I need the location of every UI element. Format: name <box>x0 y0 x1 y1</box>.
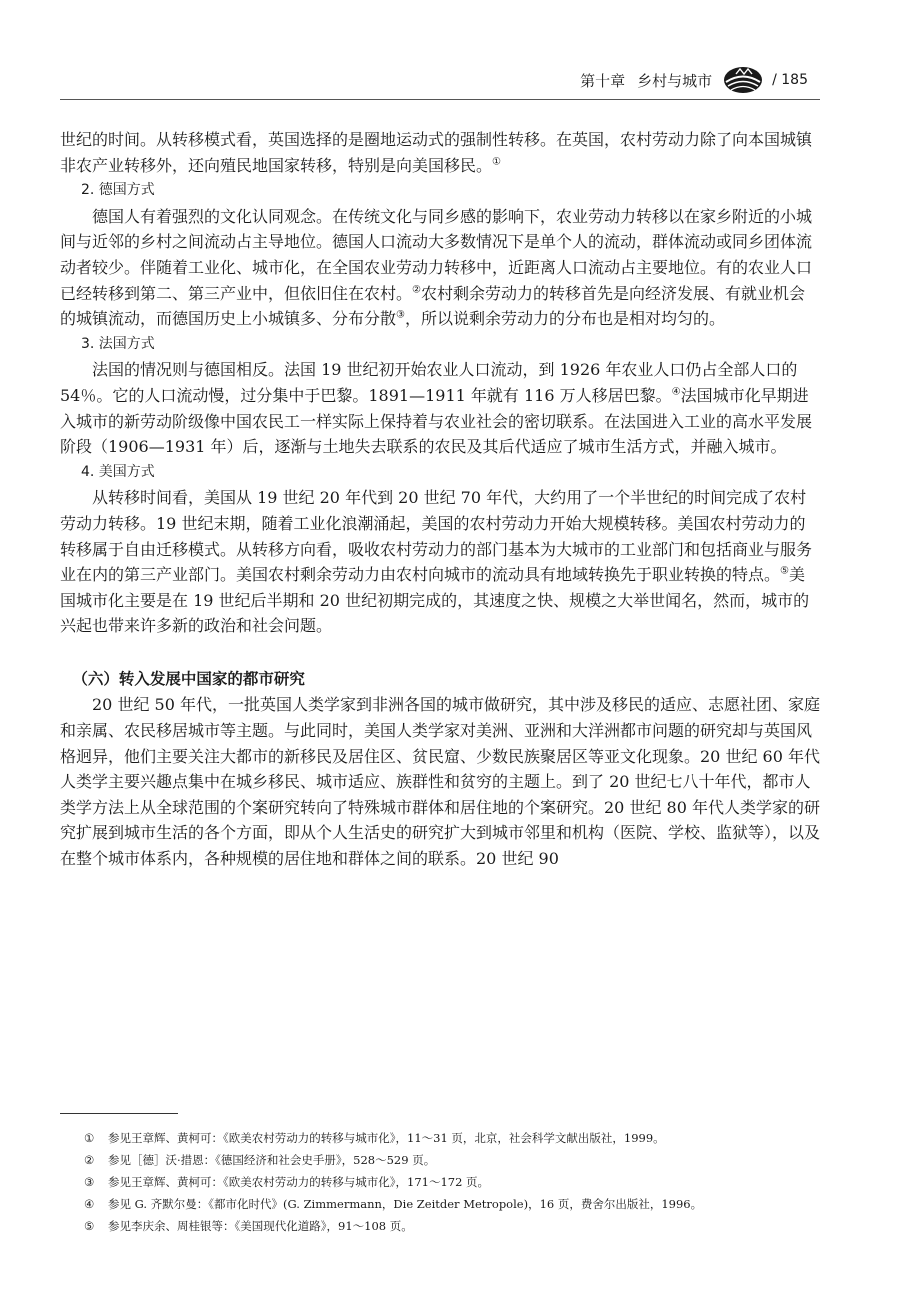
footnote-ref[interactable]: ① <box>492 156 501 168</box>
footnote <box>84 1127 820 1149</box>
footnote <box>84 1193 820 1215</box>
paragraph: 20 世纪 50 年代，一批英国人类学家到非洲各国的城市做研究，其中涉及移民的适应、志愿社团、家庭和亲属、农民移居城市等主题。与此同时，美国人类学家对美洲、亚洲和大洋洲都市问题的研究却与英国风格迥异，他们主要关注大都市的新移民及居住区、贫民窟、少数民族聚居区等亚文化现象。20 世纪 60 年代人类学主要兴趣点集中在城乡移民、城市适应、族群性和贫穷的主题上。到了 20 世纪七八十年代，都市人类学方法上从全球范围的个案研究转向了特殊城市群体和居住地的个案研究。20 世纪 80 年代人类学家的研究扩展到城市生活的各个方面，即从个人生活史的研究扩大到城市邻里和机构（医院、学校、监狱等），以及在整个城市体系内，各种规模的居住地和群体之间的联系。20 世纪 90 <box>60 695 821 869</box>
body-text <box>60 127 820 872</box>
footnote-mark: ① <box>84 1131 95 1145</box>
chapter-number: 第十章 <box>580 71 626 90</box>
section-heading: （六）转入发展中国家的都市研究 <box>72 669 305 688</box>
paragraph: 从转移时间看，美国从 19 世纪 20 年代到 20 世纪 70 年代，大约用了一个半世纪的时间完成了农村劳动力转移。19 世纪末期，随着工业化浪潮涌起，美国的农村劳动力开始大规模转移。美国农村劳动力的转移属于自由迁移模式。从转移方向看，吸收农村劳动力的部门基本为大城市的工业部门和包括商业与服务业在内的第三产业部门。美国农村剩余劳动力由农村向城市的流动具有地域转换先于职业转换的特点。⑤美国城市化主要是在 19 世纪后半期和 20 世纪初期完成的，其速度之快、规模之大举世闻名，然而，城市的兴起也带来许多新的政治和社会问题。 <box>60 488 813 636</box>
footnote-mark: ④ <box>84 1197 95 1211</box>
footnote-ref[interactable]: ③ <box>396 309 405 321</box>
footnote-mark: ② <box>84 1153 95 1167</box>
footnote <box>84 1149 820 1171</box>
paragraph: 法国的情况则与德国相反。法国 19 世纪初开始农业人口流动，到 1926 年农业人口仍占全部人口的 54％。它的人口流动慢，过分集中于巴黎。1891—1911 年就有 116 万人移居巴黎。④法国城市化早期进入城市的新劳动阶级像中国农民工一样实际上保持着与农业社会的密切联系。在法国进入工业的高水平发展阶段（1906—1931 年）后，逐渐与土地失去联系的农民及其后代适应了城市生活方式，并融入城市。 <box>60 360 813 457</box>
footnote-text: 参见 G. 齐默尔曼：《都市化时代》(G. Zimmermann，Die Zeitder Metropole)，16 页，费舍尔出版社，1996。 <box>108 1197 703 1211</box>
footnote-text: 参见王章辉、黄柯可：《欧美农村劳动力的转移与城市化》，11～31 页，北京，社会科学文献出版社，1999。 <box>108 1131 665 1145</box>
footnotes <box>84 1127 820 1237</box>
paragraph: 世纪的时间。从转移模式看，英国选择的是圈地运动式的强制性转移。在英国，农村劳动力除了向本国城镇非农产业转移外，还向殖民地国家转移，特别是向美国移民。① <box>60 130 813 175</box>
footnote-mark: ⑤ <box>84 1219 95 1233</box>
footnote-text: 参见李庆余、周桂银等：《美国现代化道路》，91～108 页。 <box>108 1219 413 1233</box>
footnote <box>84 1215 820 1237</box>
footnote-ref[interactable]: ④ <box>671 386 681 398</box>
footnote-ref[interactable]: ② <box>412 284 421 296</box>
chapter-logo-icon <box>722 65 764 95</box>
subsection-heading: 3. 法国方式 <box>81 335 155 352</box>
page-number: / 185 <box>772 72 808 88</box>
footnote-text: 参见王章辉、黄柯可：《欧美农村劳动力的转移与城市化》，171～172 页。 <box>108 1175 490 1189</box>
subsection-heading: 2. 德国方式 <box>81 182 155 199</box>
footnote-mark: ③ <box>84 1175 95 1189</box>
footnote-divider <box>60 1113 178 1114</box>
header-divider <box>60 99 820 100</box>
footnote <box>84 1171 820 1193</box>
footnote-ref[interactable]: ⑤ <box>780 565 789 577</box>
paragraph: 德国人有着强烈的文化认同观念。在传统文化与同乡感的影响下，农业劳动力转移以在家乡附近的小城间与近邻的乡村之间流动占主导地位。德国人口流动大多数情况下是单个人的流动，群体流动或同乡团体流动者较少。伴随着工业化、城市化，在全国农业劳动力转移中，近距离人口流动占主要地位。有的农业人口已经转移到第二、第三产业中，但依旧住在农村。②农村剩余劳动力的转移首先是向经济发展、有就业机会的城镇流动，而德国历史上小城镇多、分布分散③，所以说剩余劳动力的分布也是相对均匀的。 <box>60 206 813 329</box>
chapter-title: 乡村与城市 <box>637 71 713 90</box>
running-header <box>580 64 808 96</box>
subsection-heading: 4. 美国方式 <box>81 463 155 480</box>
footnote-text: 参见［德］沃·措恩：《德国经济和社会史手册》，528～529 页。 <box>108 1153 436 1167</box>
